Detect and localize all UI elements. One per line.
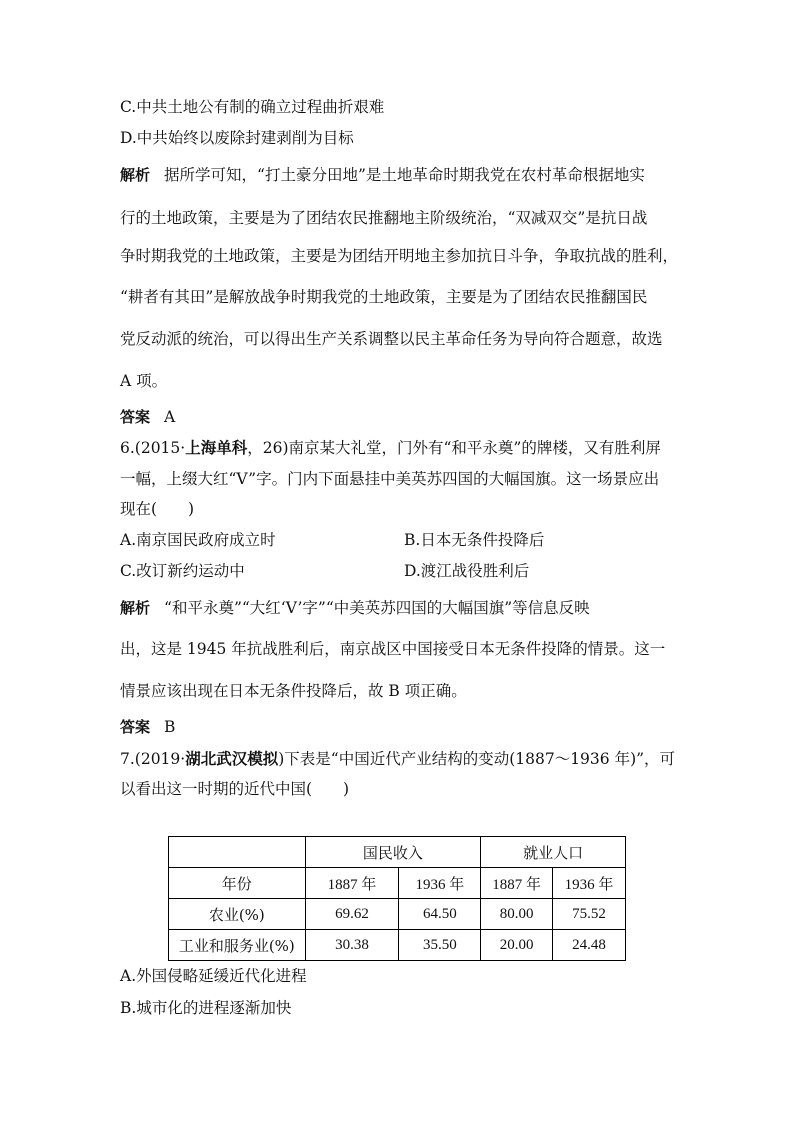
q5-option-d: D.中共始终以废除封建剥削为目标 (120, 129, 354, 147)
q6-option-a: A.南京国民政府成立时 (120, 531, 276, 549)
table-cell: 64.50 (399, 899, 481, 930)
q6-analysis-line-3: 情景应该出现在日本无条件投降后，故 B 项正确。 (120, 682, 467, 700)
q5-analysis-line-5: 党反动派的统治，可以得出生产关系调整以民主革命任务为导向符合题意，故选 (120, 330, 663, 348)
q5-option-c: C.中共土地公有制的确立过程曲折艰难 (120, 98, 385, 116)
q7-stem-line-2: 以看出这一时期的近代中国( ) (120, 780, 350, 798)
q7-option-b: B.城市化的进程逐渐加快 (120, 999, 292, 1017)
table-cell: 30.38 (305, 930, 399, 961)
table-cell: 35.50 (399, 930, 481, 961)
table-group-header-row (169, 837, 626, 868)
table-row (169, 930, 626, 961)
table-year-cell: 1887 年 (305, 868, 399, 899)
table-cell: 24.48 (553, 930, 626, 961)
q5-analysis-line-1: 解析 据所学可知，“打土豪分田地”是土地革命时期我党在农村革命根据地实 (120, 166, 645, 184)
table-cell: 20.00 (481, 930, 553, 961)
q5-analysis-line-2: 行的土地政策，主要是为了团结农民推翻地主阶级统治，“双减双交”是抗日战 (120, 209, 648, 227)
table-year-row (169, 868, 626, 899)
q6-answer (120, 717, 175, 737)
q6-source: 上海单科 (185, 438, 248, 457)
q6-option-b: B.日本无条件投降后 (404, 531, 545, 549)
table-row-label: 工业和服务业(%) (169, 930, 306, 961)
q6-analysis-line-1: 解析 “和平永奠”“大红‘V’字”“中美英苏四国的大幅国旗”等信息反映 (120, 599, 590, 617)
q7-stem-line-1: 7.(2019·湖北武汉模拟)下表是“中国近代产业结构的变动(1887～1936 年)”，可 (120, 749, 676, 768)
q5-answer-label: 答案 (120, 408, 151, 426)
q5-analysis-label: 解析 (120, 166, 151, 184)
q5-answer-value: A (164, 408, 176, 426)
q6-answer-value: B (164, 718, 176, 736)
q6-stem-line-1: 6.(2015·上海单科，26)南京某大礼堂，门外有“和平永奠”的牌楼，又有胜利屏 (120, 438, 661, 457)
table-row-label: 农业(%) (169, 899, 306, 930)
table-year-cell: 1887 年 (481, 868, 553, 899)
table-year-label: 年份 (169, 868, 306, 899)
q5-analysis-line-3: 争时期我党的土地政策，主要是为团结开明地主参加抗日斗争，争取抗战的胜利， (120, 247, 679, 265)
table-corner-cell (169, 837, 306, 868)
q5-analysis-line-6: A 项。 (120, 372, 168, 390)
q5-analysis-line-4: “耕者有其田”是解放战争时期我党的土地政策，主要是为了团结农民推翻国民 (120, 288, 648, 306)
q6-option-c: C.改订新约运动中 (120, 562, 245, 580)
table-cell: 75.52 (553, 899, 626, 930)
q5-answer (120, 407, 175, 427)
table-row (169, 899, 626, 930)
table-year-cell: 1936 年 (553, 868, 626, 899)
table-header-national-income: 国民收入 (305, 837, 481, 868)
q6-analysis-label: 解析 (120, 599, 151, 617)
q6-analysis-line-2: 出，这是 1945 年抗战胜利后，南京战区中国接受日本无条件投降的情景。这一 (120, 640, 666, 658)
q7-source: 湖北武汉模拟 (185, 749, 279, 768)
table-cell: 69.62 (305, 899, 399, 930)
table-cell: 80.00 (481, 899, 553, 930)
q6-answer-label: 答案 (120, 718, 151, 736)
q6-stem-line-3: 现在( ) (120, 500, 195, 518)
table-year-cell: 1936 年 (399, 868, 481, 899)
industry-structure-table (168, 836, 626, 961)
q7-option-a: A.外国侵略延缓近代化进程 (120, 967, 307, 985)
q6-stem-line-2: 一幅，上缀大红“V”字。门内下面悬挂中美英苏四国的大幅国旗。这一场景应出 (120, 470, 660, 488)
table-header-employment: 就业人口 (481, 837, 626, 868)
q6-option-d: D.渡江战役胜利后 (404, 562, 530, 580)
